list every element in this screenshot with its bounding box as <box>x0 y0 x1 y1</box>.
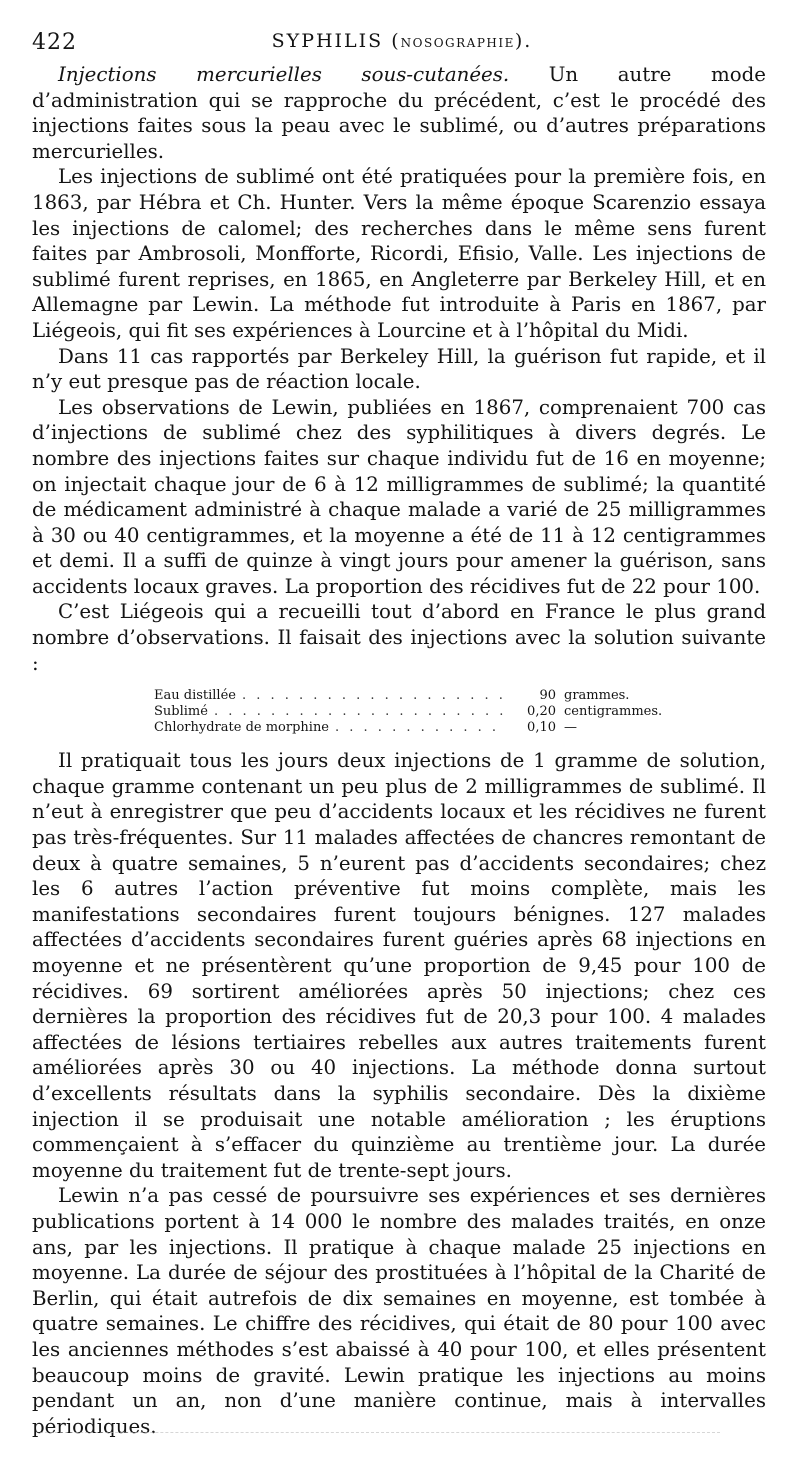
page-number: 422 <box>32 30 77 55</box>
formula-table <box>154 688 674 736</box>
section-title: Injections mercurielles sous-cutanées. <box>58 63 510 86</box>
paragraph: Il pratiquait tous les jours deux injections de 1 gramme de solution, chaque gramme contenant un peu plus de 2 milligrammes de sublimé. Il n’eut à enregistrer que peu d’accidents locaux et les récidives ne furent pas très-fréquentes. Sur 11 malades affectées de chancres remontant de deux à quatre semaines, 5 n’eurent pas d’accidents secondaires; chez les 6 autres l’action préventive fut moins complète, mais les manifestations secondaires furent toujours bénignes. 127 malades affectées d’accidents secondaires furent guéries après 68 injections en moyenne et ne présentèrent qu’une proportion de 9,45 pour 100 de récidives. 69 sortirent améliorées après 50 injections; chez ces dernières la proportion des récidives fut de 20,3 pour 100. 4 malades affectées de lésions tertiaires rebelles aux autres traitements furent améliorées après 30 ou 40 injections. La méthode donna surtout d’excellents résultats dans la syphilis secondaire. Dès la dixième injection il se produisait une notable amélioration ; les éruptions commençaient à s’effacer du quinzième au trentième jour. La durée moyenne du traitement fut de trente-sept jours. <box>32 749 766 1182</box>
paragraph-text: Un autre mode d’administration qui se rapproche du précédent, c’est le procédé des injections faites sous la peau avec le sublimé, ou d’autres préparations mercurielles. <box>32 63 766 163</box>
formula-row <box>154 720 674 736</box>
formula-ingredient: Sublimé <box>154 704 208 720</box>
formula-ingredient: Eau distillée <box>154 688 236 704</box>
running-title <box>32 30 772 52</box>
formula-unit: grammes. <box>564 688 630 704</box>
paragraph: Lewin n’a pas cessé de poursuivre ses expériences et ses dernières publications portent à 14 000 le nombre des malades traités, en onze ans, par les injections. Il pratique à chaque malade 25 injections en moyenne. La durée de séjour des prostituées à l’hôpital de la Charité de Berlin, qui était autrefois de dix semaines en moyenne, est tombée à quatre semaines. Le chiffre des récidives, qui était de 80 pour 100 avec les anciennes méthodes s’est abaissé à 40 pour 100, et elles présentent beaucoup moins de gravité. Lewin pratique les injections au moins pendant un an, non d’une manière continue, mais à intervalles périodiques. <box>32 1184 766 1438</box>
formula-unit: centigrammes. <box>564 704 663 720</box>
paragraph <box>32 62 766 164</box>
running-title-close: ). <box>514 30 533 52</box>
page-header <box>32 24 772 58</box>
formula-row <box>154 688 674 704</box>
paragraph: C’est Liégeois qui a recueilli tout d’abord en France le plus grand nombre d’observations. Il faisait des injections avec la solution suivante : <box>32 600 766 675</box>
dot-leader <box>214 704 504 720</box>
paragraph: Les injections de sublimé ont été pratiquées pour la première fois, en 1863, par Hébra et Ch. Hunter. Vers la même époque Scarenzio essaya les injections de calomel; des recherches dans le même sens furent faites par Ambrosoli, Monfforte, Ricordi, Efisio, Valle. Les injections de sublimé furent reprises, en 1865, en Angleterre par Berkeley Hill, et en Allemagne par Lewin. La méthode fut introduite à Paris en 1867, par Liégeois, qui fit ses expériences à Lourcine et à l’hôpital du Midi. <box>32 165 766 342</box>
running-title-small-caps: NOSOGRAPHIE <box>400 36 515 50</box>
formula-quantity: 90 <box>539 688 556 704</box>
page-bottom-artifact <box>40 1432 720 1433</box>
formula-ingredient: Chlorhydrate de morphine <box>154 720 330 736</box>
formula-row <box>154 704 674 720</box>
paragraph: Dans 11 cas rapportés par Berkeley Hill, la guérison fut rapide, et il n’y eut presque pas de réaction locale. <box>32 344 766 394</box>
running-title-main: SYPHILIS ( <box>271 30 401 52</box>
formula-quantity: 0,20 <box>527 704 556 720</box>
body-text <box>32 62 766 1439</box>
paragraph: Les observations de Lewin, publiées en 1867, comprenaient 700 cas d’injections de sublimé chez des syphilitiques à divers degrés. Le nombre des injections faites sur chaque individu fut de 16 en moyenne; on injectait chaque jour de 6 à 12 milligrammes de sublimé; la quantité de médicament administré à chaque malade a varié de 25 milligrammes à 30 ou 40 centigrammes, et la moyenne a été de 11 à 12 centigrammes et demi. Il a suffi de quinze à vingt jours pour amener la guérison, sans accidents locaux graves. La proportion des récidives fut de 22 pour 100. <box>32 395 766 598</box>
dot-leader <box>242 688 504 704</box>
formula-quantity: 0,10 <box>527 720 556 736</box>
formula-unit: — <box>564 720 577 736</box>
dot-leader <box>335 720 504 736</box>
